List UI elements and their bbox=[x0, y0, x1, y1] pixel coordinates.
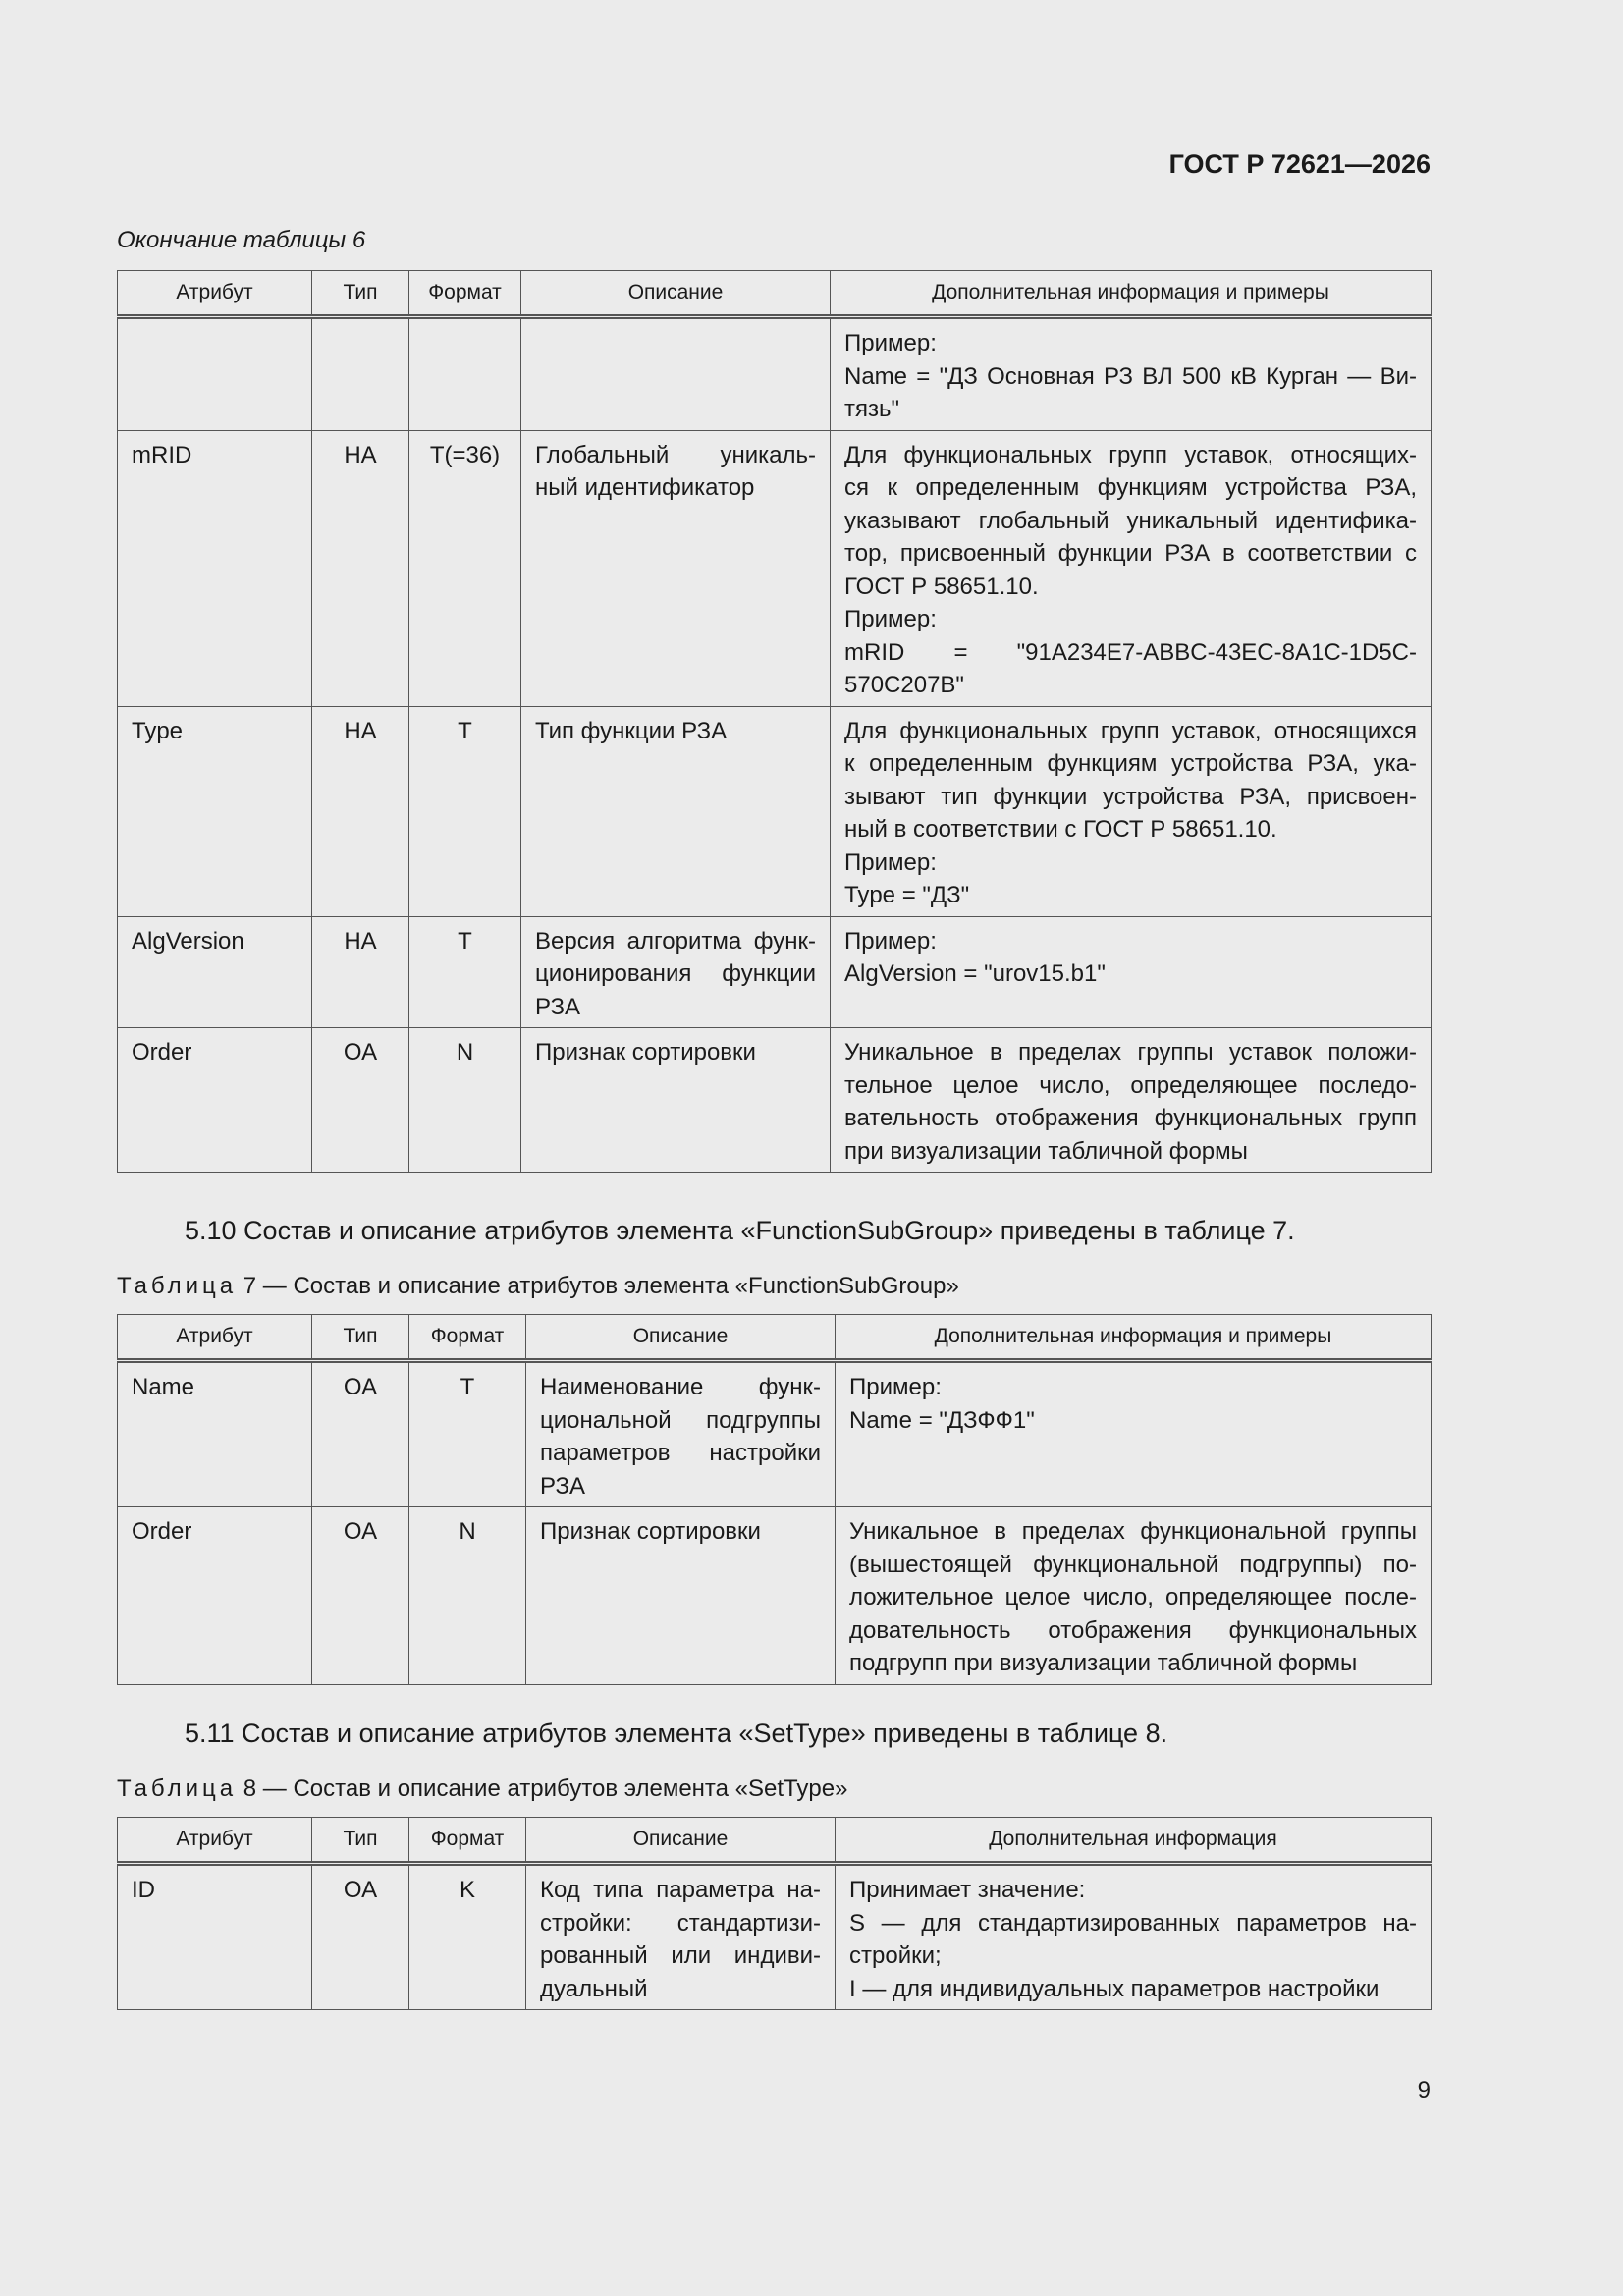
text-line: подгрупп при визуализации табличной формы bbox=[849, 1650, 1358, 1676]
table-7-caption bbox=[117, 1273, 959, 1300]
table-header-row bbox=[118, 1818, 1432, 1864]
cell-additional-info bbox=[831, 916, 1432, 1028]
text-line: Пример: bbox=[844, 330, 937, 356]
cell-additional-info bbox=[836, 1361, 1432, 1507]
cell-format bbox=[409, 317, 521, 431]
page-number: 9 bbox=[1417, 2077, 1431, 2104]
cell-description bbox=[521, 706, 831, 916]
cell-type: ОА bbox=[312, 1864, 409, 2010]
table-header-row bbox=[118, 271, 1432, 317]
text-line: I — для индивидуальных параметров настройки bbox=[849, 1975, 1380, 2002]
text-line: Пример: bbox=[844, 606, 937, 632]
text-line: Уникальное в пределах функциональной группы bbox=[849, 1518, 1417, 1545]
table-8 bbox=[117, 1817, 1432, 2010]
table-row bbox=[118, 1361, 1432, 1507]
paragraph-5-11: 5.11 Состав и описание атрибутов элемента «SetType» приведены в таблице 8. bbox=[185, 1719, 1168, 1748]
column-header-type: Тип bbox=[312, 1818, 409, 1864]
table-title: 7 — Состав и описание атрибутов элемента «FunctionSubGroup» bbox=[237, 1273, 959, 1299]
text-line: (вышестоящей функциональной подгруппы) по- bbox=[849, 1551, 1417, 1578]
text-line: РЗА bbox=[535, 993, 580, 1020]
table-row bbox=[118, 1507, 1432, 1685]
table-label: Таблица bbox=[117, 1776, 238, 1802]
cell-type: НА bbox=[312, 916, 409, 1028]
text-line: Признак сортировки bbox=[540, 1518, 761, 1545]
column-header-format: Формат bbox=[409, 271, 521, 317]
cell-attribute: AlgVersion bbox=[118, 916, 312, 1028]
text-line: Пример: bbox=[849, 1374, 942, 1400]
text-line: тязь" bbox=[844, 396, 900, 422]
table-row bbox=[118, 706, 1432, 916]
text-line: к определенным функциям устройства РЗА, ука- bbox=[844, 750, 1417, 777]
column-header-additional-info: Дополнительная информация bbox=[836, 1818, 1432, 1864]
cell-attribute bbox=[118, 317, 312, 431]
cell-type: ОА bbox=[312, 1361, 409, 1507]
cell-additional-info bbox=[831, 1028, 1432, 1173]
text-line: тельное целое число, определяющее последо- bbox=[844, 1071, 1417, 1099]
text-line: Код типа параметра на- bbox=[540, 1877, 821, 1903]
cell-format: T(=36) bbox=[409, 430, 521, 706]
cell-attribute: mRID bbox=[118, 430, 312, 706]
text-line: циональной подгруппы bbox=[540, 1406, 821, 1434]
column-header-type: Тип bbox=[312, 271, 409, 317]
column-header-attribute: Атрибут bbox=[118, 1315, 312, 1361]
cell-description bbox=[521, 1028, 831, 1173]
table-header-row bbox=[118, 1315, 1432, 1361]
text-line: mRID = "91A234E7-ABBC-43EC-8A1C-1D5C- bbox=[844, 638, 1417, 666]
cell-attribute: ID bbox=[118, 1864, 312, 2010]
text-line: Уникальное в пределах группы уставок положи- bbox=[844, 1039, 1417, 1066]
cell-description bbox=[526, 1507, 836, 1685]
text-line: Версия алгоритма функ- bbox=[535, 927, 816, 955]
text-line: рованный или индиви- bbox=[540, 1942, 821, 1969]
cell-format: K bbox=[409, 1864, 526, 2010]
table-6-caption: Окончание таблицы 6 bbox=[117, 227, 366, 253]
cell-description bbox=[521, 430, 831, 706]
text-line: Пример: bbox=[844, 927, 937, 955]
cell-type bbox=[312, 317, 409, 431]
text-line: вательность отображения функциональных групп bbox=[844, 1105, 1417, 1131]
text-line: ГОСТ Р 58651.10. bbox=[844, 573, 1039, 600]
text-line: тор, присвоенный функции РЗА в соответствии с bbox=[844, 540, 1417, 567]
text-line: ся к определенным функциям устройства РЗА, bbox=[844, 474, 1417, 501]
text-line: Для функциональных групп уставок, относящих- bbox=[844, 441, 1417, 468]
text-line: Type = "ДЗ" bbox=[844, 882, 970, 908]
text-line: дуальный bbox=[540, 1975, 648, 2002]
cell-additional-info bbox=[836, 1864, 1432, 2010]
cell-description bbox=[526, 1361, 836, 1507]
text-line: ный в соответствии с ГОСТ Р 58651.10. bbox=[844, 816, 1277, 843]
cell-additional-info bbox=[831, 430, 1432, 706]
cell-description bbox=[526, 1864, 836, 2010]
text-line: Признак сортировки bbox=[535, 1039, 756, 1066]
text-line: стройки: стандартизи- bbox=[540, 1909, 821, 1937]
text-line: Тип функции РЗА bbox=[535, 717, 728, 744]
column-header-type: Тип bbox=[312, 1315, 409, 1361]
table-row bbox=[118, 916, 1432, 1028]
column-header-attribute: Атрибут bbox=[118, 271, 312, 317]
table-row bbox=[118, 1028, 1432, 1173]
text-line: Name = "ДЗФФ1" bbox=[849, 1406, 1035, 1434]
text-line: Для функциональных групп уставок, относящихся bbox=[844, 717, 1417, 744]
table-row bbox=[118, 317, 1432, 431]
text-line: при визуализации табличной формы bbox=[844, 1137, 1248, 1165]
column-header-attribute: Атрибут bbox=[118, 1818, 312, 1864]
text-line: Принимает значение: bbox=[849, 1877, 1086, 1903]
text-line: ционирования функции bbox=[535, 960, 816, 987]
column-header-description: Описание bbox=[526, 1818, 836, 1864]
column-header-description: Описание bbox=[526, 1315, 836, 1361]
cell-additional-info bbox=[836, 1507, 1432, 1685]
text-line: зывают тип функции устройства РЗА, присвоен- bbox=[844, 783, 1417, 810]
cell-additional-info bbox=[831, 706, 1432, 916]
text-line: стройки; bbox=[849, 1942, 942, 1969]
text-line: 570C207B" bbox=[844, 672, 964, 698]
column-header-description: Описание bbox=[521, 271, 831, 317]
cell-type: НА bbox=[312, 706, 409, 916]
text-line: ный идентификатор bbox=[535, 474, 755, 501]
cell-format: N bbox=[409, 1507, 526, 1685]
table-label: Таблица bbox=[117, 1273, 238, 1299]
cell-description bbox=[521, 317, 831, 431]
cell-attribute: Order bbox=[118, 1507, 312, 1685]
document-code: ГОСТ Р 72621—2026 bbox=[1168, 149, 1431, 179]
text-line: Глобальный уникаль- bbox=[535, 441, 816, 468]
column-header-additional-info: Дополнительная информация и примеры bbox=[831, 271, 1432, 317]
cell-description bbox=[521, 916, 831, 1028]
table-row bbox=[118, 1864, 1432, 2010]
cell-attribute: Order bbox=[118, 1028, 312, 1173]
cell-type: ОА bbox=[312, 1507, 409, 1685]
table-title: 8 — Состав и описание атрибутов элемента «SetType» bbox=[237, 1776, 848, 1802]
text-line: Наименование функ- bbox=[540, 1374, 821, 1400]
table-row bbox=[118, 430, 1432, 706]
cell-type: ОА bbox=[312, 1028, 409, 1173]
cell-attribute: Type bbox=[118, 706, 312, 916]
column-header-format: Формат bbox=[409, 1818, 526, 1864]
cell-additional-info bbox=[831, 317, 1432, 431]
text-line: Пример: bbox=[844, 848, 937, 876]
cell-format: T bbox=[409, 706, 521, 916]
cell-attribute: Name bbox=[118, 1361, 312, 1507]
table-6 bbox=[117, 270, 1432, 1173]
text-line: РЗА bbox=[540, 1472, 585, 1500]
text-line: Name = "ДЗ Основная РЗ ВЛ 500 кВ Курган — Ви- bbox=[844, 362, 1417, 390]
table-8-caption bbox=[117, 1776, 847, 1803]
text-line: довательность отображения функциональных bbox=[849, 1616, 1417, 1644]
text-line: указывают глобальный уникальный идентифика- bbox=[844, 507, 1417, 534]
text-line: S — для стандартизированных параметров на- bbox=[849, 1909, 1417, 1937]
cell-type: НА bbox=[312, 430, 409, 706]
table-7 bbox=[117, 1314, 1432, 1685]
paragraph-5-10: 5.10 Состав и описание атрибутов элемента «FunctionSubGroup» приведены в таблице 7. bbox=[185, 1216, 1295, 1245]
text-line: ложительное целое число, определяющее после- bbox=[849, 1584, 1417, 1611]
column-header-additional-info: Дополнительная информация и примеры bbox=[836, 1315, 1432, 1361]
cell-format: T bbox=[409, 916, 521, 1028]
text-line: параметров настройки bbox=[540, 1440, 821, 1466]
text-line: AlgVersion = "urov15.b1" bbox=[844, 960, 1106, 987]
column-header-format: Формат bbox=[409, 1315, 526, 1361]
cell-format: N bbox=[409, 1028, 521, 1173]
cell-format: T bbox=[409, 1361, 526, 1507]
